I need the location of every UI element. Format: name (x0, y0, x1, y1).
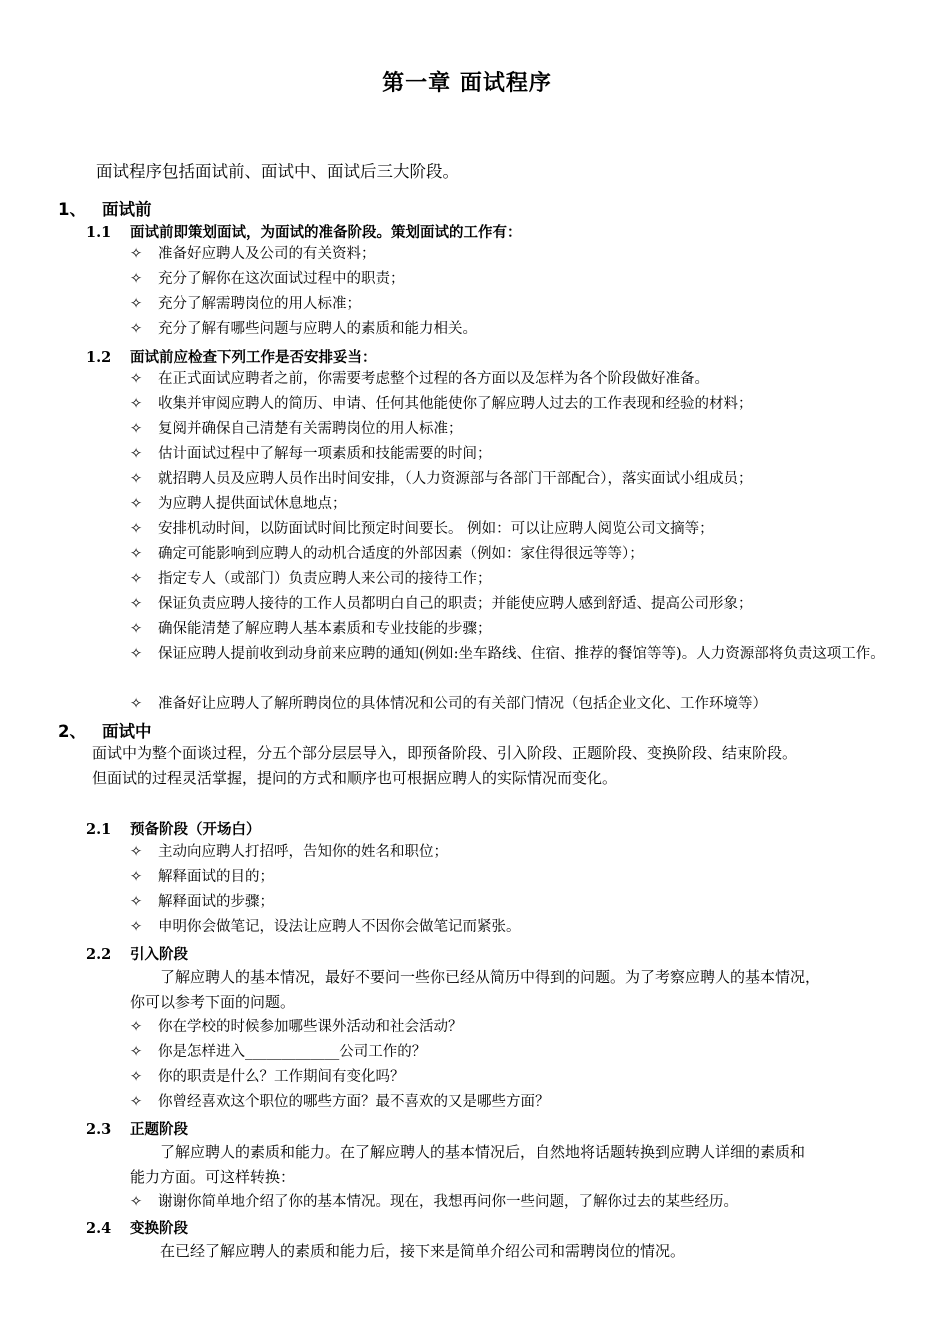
subsection-heading (86, 221, 522, 242)
subsection-title: 面试前应检查下列工作是否安排妥当： (130, 350, 377, 366)
section-intro-line: 面试中为整个面谈过程，分五个部分层层导入，即预备阶段、引入阶段、正题阶段、变换阶段、结束阶段。 (92, 744, 798, 762)
list-item: ✧ 充分了解你在这次面试过程中的职责； (130, 267, 890, 292)
diamond-bullet-icon: ✧ (130, 396, 143, 412)
subsection-desc-line: 能力方面。可这样转换： (130, 1168, 296, 1186)
diamond-bullet-icon: ✧ (130, 296, 143, 312)
section-title: 面试中 (102, 722, 152, 741)
diamond-bullet-icon: ✧ (130, 496, 143, 512)
subsection-heading (86, 346, 377, 367)
section-number: 2、 (58, 722, 86, 741)
diamond-bullet-icon: ✧ (130, 421, 143, 437)
subsection-heading (86, 1217, 188, 1238)
diamond-bullet-icon: ✧ (130, 1094, 143, 1110)
subsection-number: 1.1 (86, 224, 112, 241)
list-item: ✧ 谢谢你简单地介绍了你的基本情况。现在，我想再问你一些问题，了解你过去的某些经历。 (130, 1190, 890, 1215)
list-item: ✧ 安排机动时间，以防面试时间比预定时间要长。 例如：可以让应聘人阅览公司文摘等； (130, 517, 890, 542)
diamond-bullet-icon: ✧ (130, 521, 143, 537)
subsection-desc-line: 你可以参考下面的问题。 (130, 993, 296, 1011)
list-item: ✧ 收集并审阅应聘人的简历、申请、任何其他能使你了解应聘人过去的工作表现和经验的材料； (130, 392, 890, 417)
subsection-desc-line: 了解应聘人的素质和能力。在了解应聘人的基本情况后，自然地将话题转换到应聘人详细的素质和 (160, 1143, 806, 1161)
subsection-title: 面试前即策划面试，为面试的准备阶段。策划面试的工作有： (130, 225, 522, 241)
diamond-bullet-icon: ✧ (130, 371, 143, 387)
list-item: ✧ 解释面试的步骤； (130, 890, 890, 915)
list-item: ✧ 充分了解有哪些问题与应聘人的素质和能力相关。 (130, 317, 890, 342)
list-item: ✧ 充分了解需聘岗位的用人标准； (130, 292, 890, 317)
diamond-bullet-icon: ✧ (130, 546, 143, 562)
subsection-desc-line: 了解应聘人的基本情况，最好不要问一些你已经从简历中得到的问题。为了考察应聘人的基本情况， (160, 968, 821, 986)
diamond-bullet-icon: ✧ (130, 596, 143, 612)
list-item: ✧ 确定可能影响到应聘人的动机合适度的外部因素（例如：家住得很远等等）； (130, 542, 890, 567)
list-item: ✧ 复阅并确保自己清楚有关需聘岗位的用人标准； (130, 417, 890, 442)
diamond-bullet-icon: ✧ (130, 571, 143, 587)
subsection-number: 2.2 (86, 946, 112, 963)
section-heading (58, 718, 152, 742)
subsection-title: 预备阶段（开场白） (130, 822, 261, 838)
list-item: ✧ 申明你会做笔记，设法让应聘人不因你会做笔记而紧张。 (130, 915, 890, 940)
diamond-bullet-icon: ✧ (130, 246, 143, 262)
list-item: ✧ 在正式面试应聘者之前，你需要考虑整个过程的各方面以及怎样为各个阶段做好准备。 (130, 367, 890, 392)
diamond-bullet-icon: ✧ (130, 696, 143, 712)
list-item: ✧ 为应聘人提供面试休息地点； (130, 492, 890, 517)
diamond-bullet-icon: ✧ (130, 271, 143, 287)
subsection-title: 变换阶段 (130, 1221, 188, 1237)
subsection-title: 正题阶段 (130, 1122, 188, 1138)
diamond-bullet-icon: ✧ (130, 869, 143, 885)
list-item: ✧ 解释面试的目的； (130, 865, 890, 890)
section-heading (58, 196, 152, 220)
diamond-bullet-icon: ✧ (130, 446, 143, 462)
list-item: ✧ 估计面试过程中了解每一项素质和技能需要的时间； (130, 442, 890, 467)
diamond-bullet-icon: ✧ (130, 894, 143, 910)
section-intro-line: 但面试的过程灵活掌握，提问的方式和顺序也可根据应聘人的实际情况而变化。 (92, 769, 618, 787)
subsection-number: 2.4 (86, 1220, 112, 1237)
diamond-bullet-icon: ✧ (130, 646, 143, 662)
list-item: ✧ 保证负责应聘人接待的工作人员都明白自己的职责；并能使应聘人感到舒适、提高公司形象； (130, 592, 890, 617)
subsection-number: 2.1 (86, 821, 112, 838)
list-item: ✧ 主动向应聘人打招呼，告知你的姓名和职位； (130, 840, 890, 865)
diamond-bullet-icon: ✧ (130, 844, 143, 860)
diamond-bullet-icon: ✧ (130, 471, 143, 487)
diamond-bullet-icon: ✧ (130, 621, 143, 637)
subsection-desc-line: 在已经了解应聘人的素质和能力后，接下来是简单介绍公司和需聘岗位的情况。 (160, 1242, 686, 1260)
page-title: 第一章 面试程序 (382, 71, 552, 96)
diamond-bullet-icon: ✧ (130, 321, 143, 337)
subsection-number: 2.3 (86, 1121, 112, 1138)
subsection-heading (86, 1118, 188, 1139)
subsection-title: 引入阶段 (130, 947, 188, 963)
diamond-bullet-icon: ✧ (130, 919, 143, 935)
subsection-heading (86, 943, 188, 964)
diamond-bullet-icon: ✧ (130, 1069, 143, 1085)
diamond-bullet-icon: ✧ (130, 1194, 143, 1210)
diamond-bullet-icon: ✧ (130, 1019, 143, 1035)
list-item: ✧ 指定专人（或部门）负责应聘人来公司的接待工作； (130, 567, 890, 592)
subsection-number: 1.2 (86, 349, 112, 366)
list-item: ✧ 确保能清楚了解应聘人基本素质和专业技能的步骤； (130, 617, 890, 642)
subsection-heading (86, 818, 261, 839)
list-item: ✧ 准备好应聘人及公司的有关资料； (130, 242, 890, 267)
list-item: ✧ 准备好让应聘人了解所聘岗位的具体情况和公司的有关部门情况（包括企业文化、工作环境等） (130, 692, 890, 717)
list-item: ✧ 就招聘人员及应聘人员作出时间安排，（人力资源部与各部门干部配合），落实面试小组成员； (130, 467, 890, 492)
section-number: 1、 (58, 200, 86, 219)
list-item: ✧ 你曾经喜欢这个职位的哪些方面？最不喜欢的又是哪些方面？ (130, 1090, 890, 1115)
list-item: ✧ 你在学校的时候参加哪些课外活动和社会活动？ (130, 1015, 890, 1040)
list-item: ✧ 保证应聘人提前收到动身前来应聘的通知(例如:坐车路线、住宿、推荐的餐馆等等)。人力资源部将负责这项工作。 (130, 642, 890, 667)
diamond-bullet-icon: ✧ (130, 1044, 143, 1060)
list-item: ✧ 你的职责是什么？工作期间有变化吗？ (130, 1065, 890, 1090)
section-title: 面试前 (102, 200, 152, 219)
list-item: ✧ 你是怎样进入_____________公司工作的？ (130, 1040, 890, 1065)
intro-paragraph: 面试程序包括面试前、面试中、面试后三大阶段。 (96, 162, 459, 181)
